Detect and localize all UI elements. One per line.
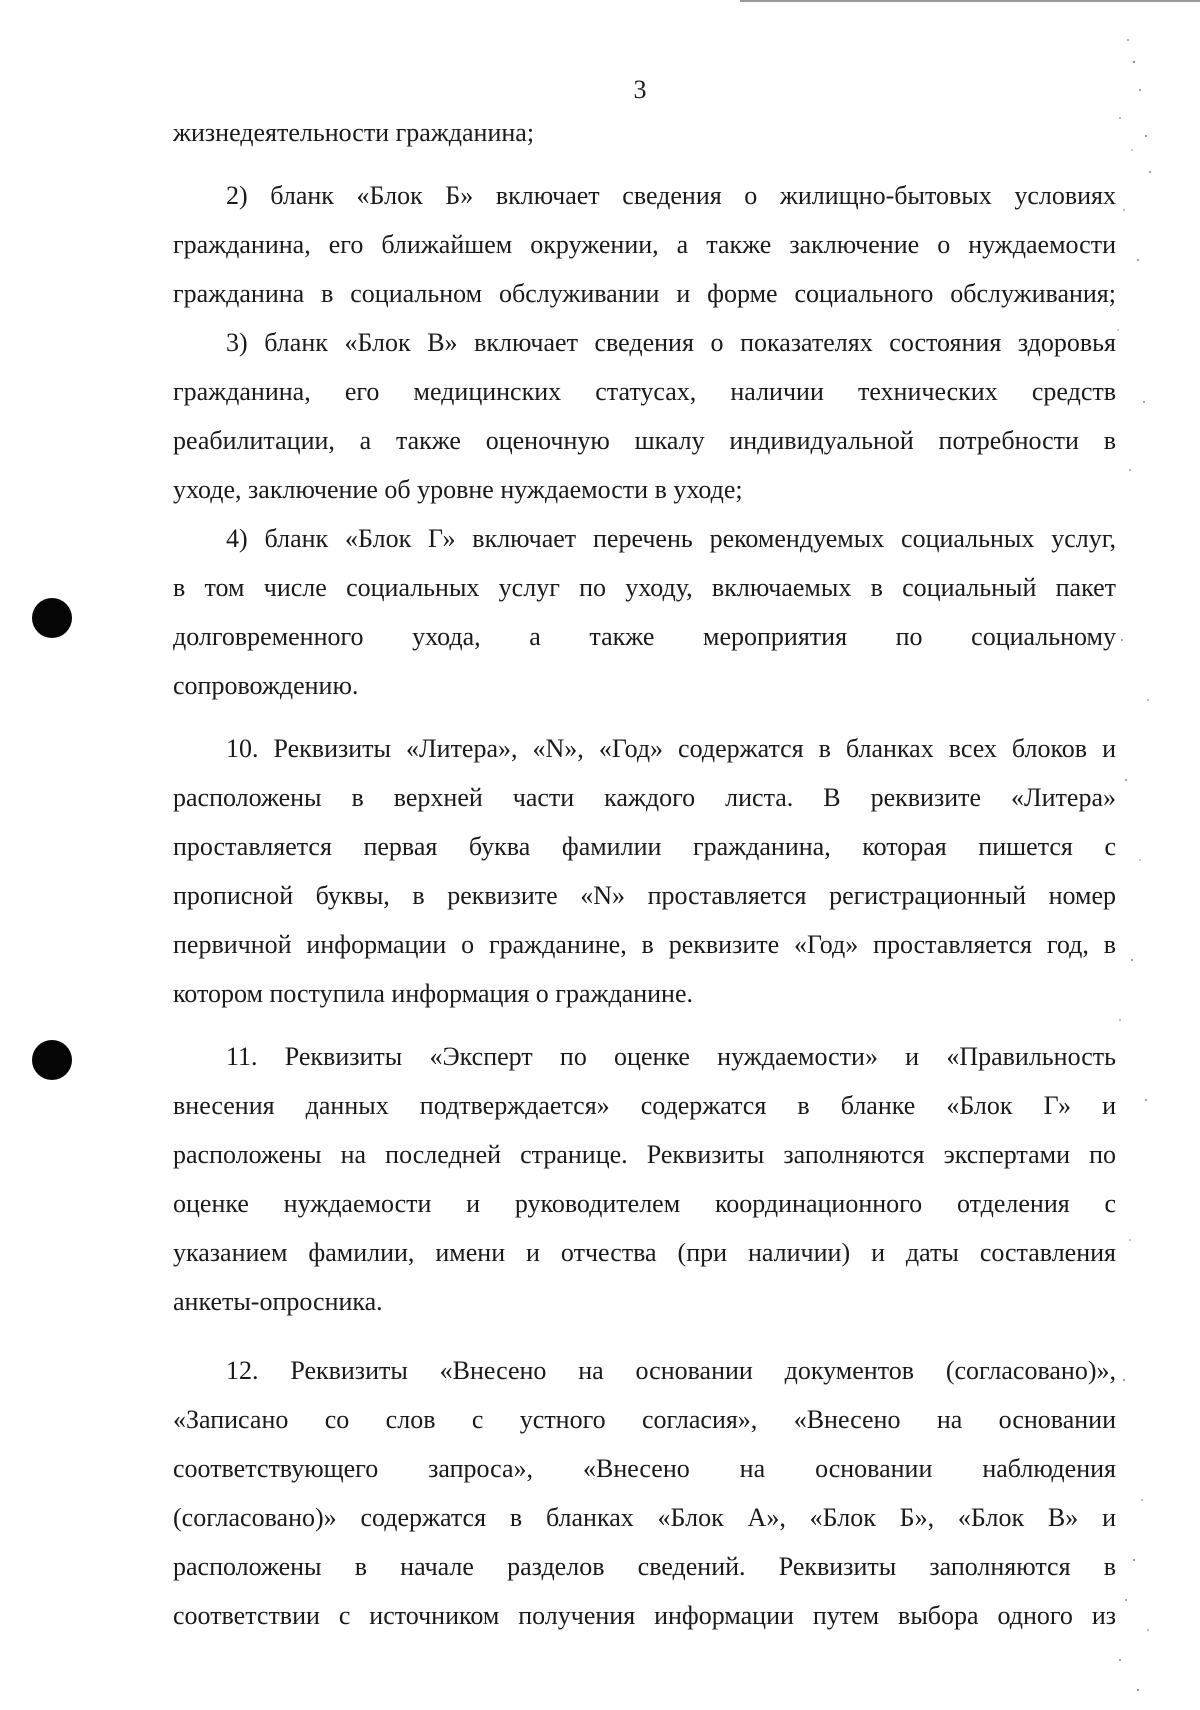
text-line: 4) бланк «Блок Г» включает перечень рекомендуемых социальных услуг, <box>226 524 1116 553</box>
text-line: первичной информации о гражданине, в реквизите «Год» проставляется год, в <box>173 930 1116 959</box>
punch-hole <box>32 1040 72 1080</box>
text-line: 11. Реквизиты «Эксперт по оценке нуждаемости» и «Правильность <box>226 1042 1116 1071</box>
text-line: анкеты-опросника. <box>173 1287 383 1316</box>
text-line: соответствующего запроса», «Внесено на основании наблюдения <box>173 1454 1116 1483</box>
text-line: гражданина в социальном обслуживании и форме социального обслуживания; <box>173 279 1116 308</box>
text-line: прописной буквы, в реквизите «N» проставляется регистрационный номер <box>173 881 1116 910</box>
text-line: гражданина, его ближайшем окружении, а также заключение о нуждаемости <box>173 230 1116 259</box>
text-line: расположены в начале разделов сведений. Реквизиты заполняются в <box>173 1552 1116 1581</box>
text-line: жизнедеятельности гражданина; <box>173 118 535 147</box>
text-line: 10. Реквизиты «Литера», «N», «Год» содержатся в бланках всех блоков и <box>226 734 1116 763</box>
paragraph-spacing <box>173 1018 1116 1032</box>
text-line: 12. Реквизиты «Внесено на основании документов (согласовано)», <box>226 1356 1116 1385</box>
text-line: проставляется первая буква фамилии гражданина, которая пишется с <box>173 832 1116 861</box>
text-line: котором поступила информация о гражданине. <box>173 979 694 1008</box>
paragraph-spacing <box>173 1326 1116 1346</box>
document-body <box>173 108 1116 1640</box>
paragraph-spacing <box>173 710 1116 724</box>
text-line: (согласовано)» содержатся в бланках «Блок А», «Блок Б», «Блок В» и <box>173 1503 1116 1532</box>
text-line: долговременного ухода, а также мероприятия по социальному <box>173 622 1116 651</box>
text-line: в том числе социальных услуг по уходу, включаемых в социальный пакет <box>173 573 1116 602</box>
punch-hole <box>32 598 72 638</box>
text-line: сопровождению. <box>173 671 359 700</box>
text-line: 2) бланк «Блок Б» включает сведения о жилищно-бытовых условиях <box>226 181 1116 210</box>
text-line: реабилитации, а также оценочную шкалу индивидуальной потребности в <box>173 426 1116 455</box>
text-line: расположены в верхней части каждого листа. В реквизите «Литера» <box>173 783 1116 812</box>
text-line: оценке нуждаемости и руководителем координационного отделения с <box>173 1189 1116 1218</box>
page-number: 3 <box>633 75 647 104</box>
text-line: указанием фамилии, имени и отчества (при наличии) и даты составления <box>173 1238 1116 1267</box>
text-line: соответствии с источником получения информации путем выбора одного из <box>173 1601 1116 1630</box>
text-line: гражданина, его медицинских статусах, наличии технических средств <box>173 377 1116 406</box>
paragraph-spacing <box>173 157 1116 171</box>
text-line: расположены на последней странице. Реквизиты заполняются экспертами по <box>173 1140 1116 1169</box>
text-line: уходе, заключение об уровне нуждаемости в уходе; <box>173 475 743 504</box>
text-line: внесения данных подтверждается» содержатся в бланке «Блок Г» и <box>173 1091 1116 1120</box>
top-edge-rule <box>740 0 1200 2</box>
text-line: 3) бланк «Блок В» включает сведения о показателях состояния здоровья <box>226 328 1116 357</box>
text-line: «Записано со слов с устного согласия», «Внесено на основании <box>173 1405 1116 1434</box>
